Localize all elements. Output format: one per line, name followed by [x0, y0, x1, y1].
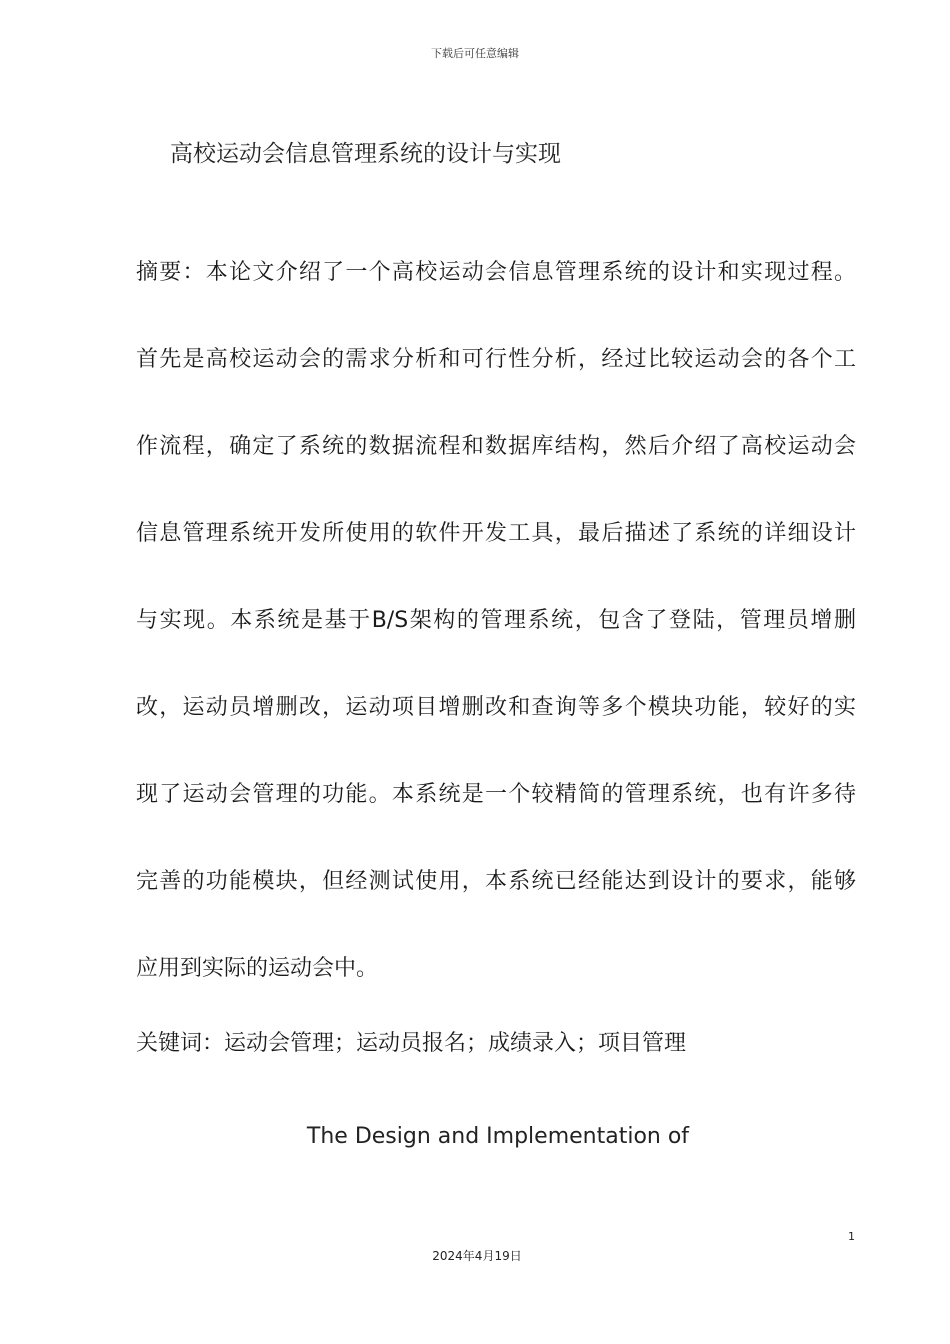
abstract-line: 信息管理系统开发所使用的软件开发工具，最后描述了系统的详细设计: [136, 521, 856, 546]
footer-date: 2024年4月19日: [432, 1249, 522, 1263]
keywords: 关键词：运动会管理；运动员报名；成绩录入；项目管理: [136, 1031, 687, 1056]
abstract-line: 完善的功能模块，但经测试使用，本系统已经能达到设计的要求，能够: [136, 869, 856, 894]
abstract-line: 应用到实际的运动会中。: [136, 956, 379, 981]
abstract-line: 首先是高校运动会的需求分析和可行性分析，经过比较运动会的各个工: [136, 347, 856, 372]
abstract-line: 现了运动会管理的功能。本系统是一个较精简的管理系统，也有许多待: [136, 782, 856, 807]
abstract: [136, 255, 856, 1038]
page-number: 1: [848, 1230, 855, 1243]
abstract-line: 改，运动员增删改，运动项目增删改和查询等多个模块功能，较好的实: [136, 695, 856, 720]
header-note: 下载后可任意编辑: [431, 47, 519, 60]
english-title: The Design and Implementation of: [306, 1124, 690, 1149]
chinese-title: 高校运动会信息管理系统的设计与实现: [170, 141, 561, 167]
abstract-line: 作流程，确定了系统的数据流程和数据库结构，然后介绍了高校运动会: [136, 434, 856, 459]
abstract-line: 摘要：本论文介绍了一个高校运动会信息管理系统的设计和实现过程。: [136, 260, 856, 285]
abstract-line: 与实现。本系统是基于B/S架构的管理系统，包含了登陆，管理员增删: [136, 608, 856, 633]
